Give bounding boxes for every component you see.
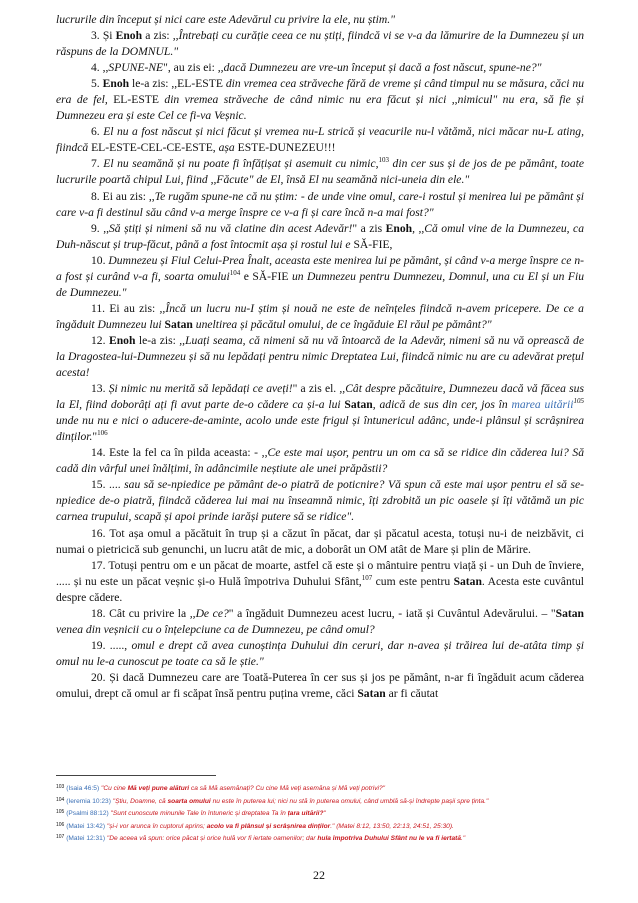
text: lucrurile din început și nici care este Adevărul cu privire la ele, nu știm." bbox=[56, 13, 395, 26]
quote: venea din veșnicii cu o înțelepciune ca de Dumnezeu, pe când omul? bbox=[56, 622, 375, 636]
text: 19. ....., bbox=[91, 638, 132, 652]
quote: Te rugăm spune-ne că nu știm: - de unde vine omul, care-i rostul și menirea lui pe pământ și care v-a fi destinul său când v-a merge înspre ce v-a fi și care încă n-a mai fost?" bbox=[56, 189, 584, 219]
text: 10. bbox=[91, 253, 109, 267]
text: 13. bbox=[91, 382, 109, 396]
scripture-link[interactable]: (Matei 12:31) bbox=[66, 835, 106, 843]
paragraph bbox=[56, 477, 584, 525]
text: SĂ-FIE, bbox=[350, 237, 393, 251]
name-satan: Satan bbox=[164, 317, 193, 331]
footnote-text: ." bbox=[461, 835, 466, 843]
text: 18. Cât cu privire la bbox=[91, 606, 190, 620]
paragraph bbox=[56, 76, 584, 124]
text: 9. ,, bbox=[91, 221, 109, 235]
footnote-text: acolo va fi plânsul și scrâșnirea dinților bbox=[206, 822, 331, 830]
name-satan: Satan bbox=[453, 574, 482, 588]
text: 6. bbox=[91, 125, 104, 139]
text: " a zis el. bbox=[292, 382, 340, 396]
footnote-text: "Cu cine bbox=[99, 785, 128, 792]
paragraph bbox=[56, 558, 584, 606]
text: EL-ESTE-CEL-CE-ESTE, bbox=[88, 141, 219, 155]
footnote-text: țara uitării? bbox=[287, 810, 324, 818]
text: ar fi căutat bbox=[385, 686, 439, 700]
paragraph bbox=[56, 301, 584, 333]
footnote-text: "De aceea vă spun: orice păcat și orice hulă vor fi iertate oamenilor; dar bbox=[105, 835, 318, 843]
paragraph bbox=[56, 253, 584, 301]
text: 17. Totuși pentru om e un păcat de moarte, astfel că este și o mântuire pentru viață și - un Duh de înviere, ..... și nu este un păcat veșnic și-o Hulă împotriva Duhului Sfânt, bbox=[56, 558, 584, 588]
quote: un Dumnezeu pentru Dumnezeu, Domnul, una cu El și un Fiu de Dumnezeu." bbox=[56, 269, 584, 299]
quote: uneltirea și păcătul omului, de ce îngăduie El răul pe pământ?" bbox=[192, 317, 492, 331]
name-enoh: Enoh bbox=[102, 77, 130, 91]
text: e SĂ-FIE bbox=[240, 269, 292, 283]
text: cum este pentru bbox=[372, 574, 454, 588]
text: le-a zis: ,,EL-ESTE bbox=[129, 77, 226, 91]
text: 16. Tot așa omul a păcătuit în trup și a căzut în păcat, dar și păcatul acesta, totuși nu-i de neizbăvit, ci numai o pietricică sub genunchi, un lucru atât de mic, a doborât un OM atât de Mare și plin de Mărire. bbox=[56, 526, 584, 556]
text: . Acesta este cuvântul despre cădere. bbox=[56, 574, 584, 604]
paragraph bbox=[56, 28, 584, 60]
scripture-link[interactable]: (Psalmi 88:12) bbox=[66, 810, 109, 818]
quote: Dumnezeu și Fiul Celui-Prea Înalt, aceasta este menirea lui pe pământ, și când v-a merge înspre ce n-a fost și curând v-a fi, soarta omului bbox=[56, 253, 584, 283]
scripture-link[interactable]: marea uitării bbox=[511, 398, 574, 412]
name-satan: Satan bbox=[555, 606, 584, 620]
body-text bbox=[56, 12, 584, 702]
footnote-text: "și-i vor arunca în cuptorul aprins; bbox=[105, 822, 207, 830]
text: le-a zis: bbox=[135, 333, 180, 347]
paragraph bbox=[56, 606, 584, 638]
text: 5. bbox=[91, 77, 103, 91]
text: 8. Ei au zis: ,, bbox=[91, 189, 155, 203]
footnote-text: nu este în puterea lui; nici nu stă în puterea omului, când umblă să-și îndrepte pașii spre ținta." bbox=[210, 797, 489, 805]
name-satan: Satan bbox=[344, 398, 373, 412]
paragraph bbox=[56, 333, 584, 381]
footnote bbox=[56, 807, 584, 820]
footnote-separator bbox=[56, 775, 216, 776]
text: a zis: bbox=[142, 29, 173, 43]
quote: așa bbox=[218, 141, 235, 155]
quote: , adică de sus din cer, jos în bbox=[372, 398, 512, 412]
footnote-text: Mă veți pune alături bbox=[127, 785, 190, 792]
quote: ,,Cât despre păcătuire, Dumnezeu dacă vă făcea sus la El, fiind doborâți ați fi avut parte de-o cădere ca și-a lui bbox=[56, 382, 584, 412]
footnote-text: " bbox=[323, 810, 326, 818]
quote: El nu seamănă și nu poate fi înfățișat și asemuit cu nimic, bbox=[103, 157, 379, 171]
scripture-link[interactable]: (Ieremia 10:23) bbox=[66, 797, 111, 805]
quote: ,,De ce? bbox=[189, 606, 229, 620]
quote: ,,Întrebați cu curăție ceea ce nu știți, fiindcă vi se v-a da lămurire de la Dumnezeu și un răspuns de la DOMNUL." bbox=[56, 29, 584, 59]
text: 20. Și dacă Dumnezeu care are Toată-Puterea în cer sus și jos pe pământ, n-ar fi îngăduit acum căderea omului, drept că omul ar fi scăpat însă pentru puțina vreme, căci bbox=[56, 670, 584, 700]
footnote bbox=[56, 795, 584, 808]
text: EL-ESTE bbox=[107, 93, 165, 107]
paragraph bbox=[56, 60, 584, 76]
paragraph bbox=[56, 12, 584, 28]
text: 3. Și bbox=[91, 29, 116, 43]
footnote-number: 105 bbox=[56, 809, 65, 816]
text: SPUNE-NE bbox=[108, 61, 164, 75]
footnote-number: 107 bbox=[56, 834, 65, 841]
footnote-text: hula împotriva Duhului Sfânt nu le va fi iertată bbox=[317, 835, 462, 843]
text: ESTE-DUNEZEU!!! bbox=[234, 141, 336, 155]
text: 15. .... bbox=[91, 478, 125, 492]
text: ", au zis ei: bbox=[163, 61, 218, 75]
name-enoh: Enoh bbox=[115, 29, 143, 43]
footnote-text: soarta omului bbox=[167, 797, 211, 805]
quote: din vremea străveche de când nimic nu era făcut și nici ,,nimicul" nu era, să fie și Dumnezeu era și este Cel ce fi-va Veșnic. bbox=[56, 93, 585, 123]
scripture-link[interactable]: (Matei 13:42) bbox=[66, 822, 106, 830]
text: " bbox=[92, 430, 98, 444]
quote: El nu a fost născut și nici făcut și vremea nu-L strică și veacurile nu-l vătămă, nici măcar nu-L ating, fiindcă bbox=[56, 125, 585, 155]
footnote-number: 104 bbox=[56, 796, 65, 803]
paragraph bbox=[56, 124, 584, 156]
text: 14. Este la fel ca în pilda aceasta: - bbox=[91, 446, 262, 460]
page-number: 22 bbox=[313, 868, 325, 882]
paragraph bbox=[56, 445, 584, 477]
text: 4. ,, bbox=[91, 61, 109, 75]
quote: ,,dacă Dumnezeu are vre-un început și dacă a fost născut, spune-ne?" bbox=[217, 61, 542, 75]
paragraph bbox=[56, 526, 584, 558]
quote: Și nimic nu merită să lepădați ce aveți! bbox=[108, 382, 293, 396]
quote: ,,Luați seama, că nimeni să nu vă întoarcă de la Adevăr, nimeni să nu vă oprească de la Dragostea-lui-Dumnezeu și să nu lepădați pentru nimic Dreptatea Lui, fiindcă nimic nu are cu adevărat prețul acesta! bbox=[56, 333, 585, 380]
footnote bbox=[56, 782, 584, 795]
footnote-ref[interactable]: 106 bbox=[97, 429, 108, 438]
footnote-text: "Știu, Doamne, că bbox=[110, 797, 168, 805]
quote: Să știți și nimeni să nu vă clatine din acest Adevăr! bbox=[109, 221, 353, 235]
footnote-ref[interactable]: 103 bbox=[378, 156, 389, 165]
footnote-ref[interactable]: 105 bbox=[573, 397, 584, 406]
text: " a zis bbox=[352, 221, 386, 235]
footnote bbox=[56, 820, 584, 833]
paragraph bbox=[56, 189, 584, 221]
name-enoh: Enoh bbox=[108, 333, 136, 347]
name-enoh: Enoh bbox=[385, 221, 413, 235]
footnote bbox=[56, 832, 584, 845]
footnote-text: ." (Matei 8:12, 13:50, 22:13, 24:51, 25:30). bbox=[330, 822, 454, 830]
footnote-text: ca să Mă asemănați? Cu cine Mă veți asemăna și Mă veți potrivi?" bbox=[189, 785, 385, 792]
paragraph bbox=[56, 670, 584, 702]
quote: ,,Încă un lucru nu-I știm și nouă ne este de neînțeles fiindcă n-avem pricepere. De ce a îngăduit Dumnezeu lui bbox=[56, 301, 584, 331]
quote: , ,,Că omul vine de la Dumnezeu, ca Duh-născut și trup-făcut, până a fost întocmit așa și rostul lui e bbox=[56, 221, 585, 251]
text: 7. bbox=[91, 157, 104, 171]
footnote-number: 106 bbox=[56, 821, 65, 828]
paragraph bbox=[56, 381, 584, 445]
quote: ,,Ce este mai ușor, pentru un om ca să se ridice din căderea lui? Să cadă din vârful unei înălțimi, în adâncimile neștiute ale unei prăpăstii? bbox=[56, 446, 585, 476]
quote: omul e drept că avea cunoștința Duhului din ceruri, dar n-avea și trăirea lui de-atâta timp și omul nu le-a cunoscut pe toate ca să le știe." bbox=[56, 638, 585, 668]
quote: unde nu nu e nici o aducere-de-aminte, acolo unde este frigul și întunericul adânc, unde-i plânsul și scrâșnirea dinților. bbox=[56, 414, 584, 444]
text: " a îngăduit Dumnezeu acest lucru, - iată și Cuvântul Adevărului. – " bbox=[228, 606, 556, 620]
footnote-number: 103 bbox=[56, 784, 65, 790]
footnote-ref[interactable]: 107 bbox=[361, 573, 373, 582]
paragraph bbox=[56, 156, 584, 188]
paragraph bbox=[56, 638, 584, 670]
footnote-ref[interactable]: 104 bbox=[229, 268, 241, 277]
quote: din vremea cea străveche fără de vreme și când timpul nu se măsura, căci nu era de fel, bbox=[56, 77, 584, 107]
text: 11. Ei au zis: bbox=[91, 301, 160, 315]
footnote-text: "Sunt cunoscute minunile Tale în întuneric și dreptatea Ta în bbox=[108, 810, 288, 818]
quote: sau să se-npiedice pe pământ de-o piatră de poticnire? Vă spun că este mai ușor pentru el să se-npiedice de-o piatră, fiindcă căderea lui mai nu înseamnă nimic, îți zdrobită un pic oasele și îți vătămă un pic carnea trupului, scapă și apoi prinde iarăși putere să se ridice". bbox=[56, 478, 584, 524]
name-satan: Satan bbox=[357, 686, 386, 700]
text: 12. bbox=[91, 333, 109, 347]
paragraph bbox=[56, 221, 584, 253]
quote: din cer sus și de jos de pe pământ, toate lucrurile poartă chipul Lui, fiind ,,Făcute" de El, însă El nu seamănă nici-uneia din ele." bbox=[56, 157, 585, 187]
scripture-link[interactable]: (Isaia 46:5) bbox=[66, 785, 100, 792]
footnotes bbox=[56, 782, 584, 845]
